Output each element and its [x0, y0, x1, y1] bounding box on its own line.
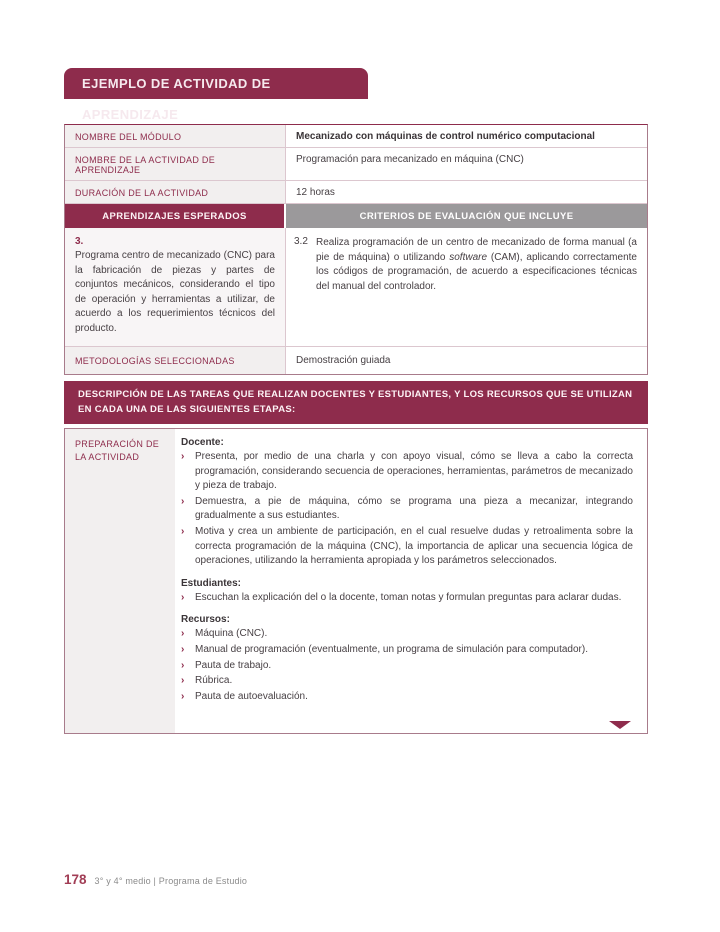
page-footer — [64, 872, 247, 887]
teacher-heading: Docente: — [181, 437, 224, 448]
module-name-value: Mecanizado con máquinas de control numérico computacional — [296, 131, 595, 142]
bullet-text: Pauta de autoevaluación. — [195, 690, 308, 702]
bullet-text: Pauta de trabajo. — [195, 659, 272, 671]
bullet-item — [181, 674, 633, 689]
methodology-value: Demostración guiada — [296, 355, 391, 366]
resources-section — [181, 614, 633, 704]
chevron-bullet-icon: › — [181, 675, 185, 687]
evaluation-criteria-header: CRITERIOS DE EVALUACIÓN QUE INCLUYE — [286, 204, 647, 228]
tasks-description-banner: DESCRIPCIÓN DE LAS TAREAS QUE REALIZAN DOCENTES Y ESTUDIANTES, Y LOS RECURSOS QUE SE UTILIZAN EN CADA UNA DE LAS SIGUIENTES ETAPAS: — [64, 381, 648, 424]
students-heading: Estudiantes: — [181, 577, 242, 589]
document-page — [64, 68, 648, 734]
bullet-text: Escuchan la explicación del o la docente, toman notas y formulan preguntas para aclarar dudas. — [195, 591, 622, 603]
page-number: 178 — [64, 872, 87, 887]
bullet-item — [181, 591, 633, 606]
table-row — [65, 347, 647, 374]
footer-text: 3° y 4° medio | Programa de Estudio — [94, 876, 248, 886]
criteria-text-post: (CAM), aplicando correctamente los códigos de programación, de acuerdo a especificaciones técnicas del manual del controlador. — [316, 251, 637, 292]
bullet-item — [181, 525, 633, 569]
methodology-label: METODOLOGÍAS SELECCIONADAS — [65, 347, 286, 374]
teacher-section — [181, 437, 633, 569]
criteria-text — [316, 236, 637, 336]
column-headers-row — [65, 204, 647, 228]
duration-value: 12 horas — [296, 187, 335, 198]
chevron-bullet-icon: › — [181, 591, 185, 603]
bullet-text: Demuestra, a pie de máquina, cómo se programa una pieza a mecanizar, integrando gradualmente a sus estudiantes. — [195, 495, 633, 522]
chevron-bullet-icon: › — [181, 659, 185, 671]
bullet-text: Máquina (CNC). — [195, 628, 268, 640]
criteria-text-italic: software — [449, 251, 488, 263]
module-name-label: NOMBRE DEL MÓDULO — [65, 125, 286, 147]
chevron-bullet-icon: › — [181, 628, 185, 640]
criteria-text-pre: Realiza programación de un centro de mecanizado de forma manual (a pie de máquina) o utilizando — [316, 237, 637, 263]
bullet-item — [181, 627, 633, 642]
stage-content — [175, 429, 647, 733]
chevron-bullet-icon: › — [181, 643, 185, 655]
bullet-item — [181, 495, 633, 524]
students-bullet-list — [181, 591, 633, 606]
bullet-text: Motiva y crea un ambiente de participación, en el cual resuelve dudas y retroalimenta sobre la correcta programación de la máquina (CNC), la importancia de aplicar una secuencia lógica de operaciones, utilizando la herramienta apropiada y los parámetros seleccionados. — [195, 525, 633, 567]
expected-learning-cell — [65, 228, 286, 346]
learning-criteria-row — [65, 228, 647, 347]
bullet-item — [181, 659, 633, 674]
evaluation-criteria-cell — [286, 228, 647, 346]
preparation-table — [64, 428, 648, 734]
resources-heading: Recursos: — [181, 614, 230, 626]
expected-learning-header: APRENDIZAJES ESPERADOS — [65, 204, 286, 228]
title-banner: EJEMPLO DE ACTIVIDAD DE APRENDIZAJE — [64, 68, 368, 99]
students-section — [181, 578, 633, 606]
chevron-bullet-icon: › — [181, 495, 185, 507]
stage-label: PREPARACIÓN DE LA ACTIVIDAD — [65, 429, 175, 733]
expected-learning-text: Programa centro de mecanizado (CNC) para la fabricación de piezas y partes de conjuntos mecánicos, considerando el tipo de operación y herramientas a utilizar, de acuerdo a los requerimientos técnicos del producto. — [75, 250, 275, 334]
resources-bullet-list — [181, 627, 633, 704]
chevron-bullet-icon: › — [181, 451, 185, 462]
criteria-number: 3.2 — [294, 236, 308, 247]
bullet-item — [181, 643, 633, 658]
continues-triangle-icon — [609, 721, 631, 729]
table-row — [65, 148, 647, 181]
activity-info-table — [64, 124, 648, 375]
bullet-item — [181, 450, 633, 494]
chevron-bullet-icon: › — [181, 525, 185, 537]
bullet-text: Manual de programación (eventualmente, un programa de simulación para computador). — [195, 643, 588, 655]
activity-name-value: Programación para mecanizado en máquina (CNC) — [296, 154, 524, 165]
activity-name-label: NOMBRE DE LA ACTIVIDAD DE APRENDIZAJE — [65, 148, 286, 180]
expected-learning-number: 3. — [75, 236, 84, 247]
table-row — [65, 181, 647, 204]
chevron-bullet-icon: › — [181, 690, 185, 702]
table-row — [65, 125, 647, 148]
duration-label: DURACIÓN DE LA ACTIVIDAD — [65, 181, 286, 203]
bullet-text: Rúbrica. — [195, 675, 233, 687]
bullet-text: Presenta, por medio de una charla y con apoyo visual, cómo se lleva a cabo la correcta programación, considerando secuencia de operaciones, herramientas, parámetros de mecanizado y pieza de trabajo. — [195, 451, 633, 492]
teacher-bullet-list — [181, 450, 633, 569]
bullet-item — [181, 690, 633, 705]
